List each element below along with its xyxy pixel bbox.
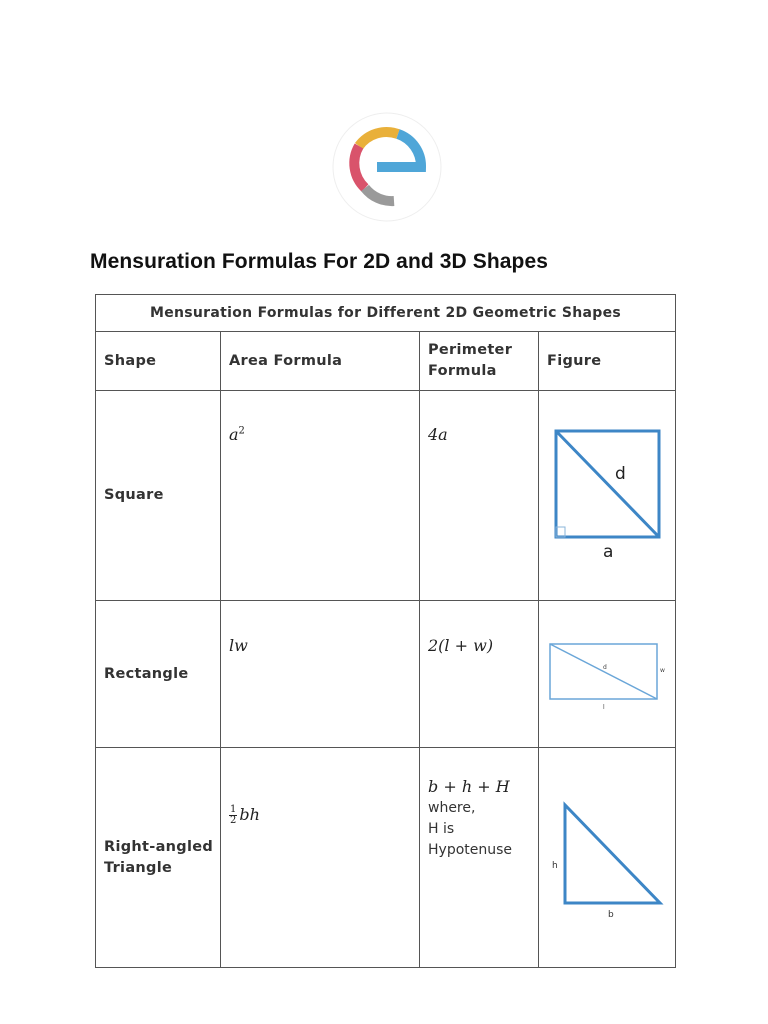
area-fraction — [229, 805, 237, 826]
perimeter-formula: 4a — [428, 425, 448, 444]
page-title: Mensuration Formulas For 2D and 3D Shapes — [90, 250, 549, 273]
perimeter-cell — [420, 748, 539, 968]
table-header-row — [96, 332, 676, 391]
table-row — [96, 601, 676, 748]
figure-cell — [539, 391, 676, 601]
area-exponent: 2 — [238, 425, 245, 437]
perimeter-note-line-2: H is — [428, 821, 455, 837]
shape-name: Square — [104, 487, 164, 503]
rectangle-figure — [539, 634, 676, 714]
company-logo — [332, 112, 442, 222]
shape-name: Rectangle — [104, 665, 189, 682]
perimeter-formula: 2(l + w) — [428, 636, 494, 655]
area-formula: lw — [229, 636, 248, 655]
shape-cell — [96, 601, 221, 748]
table-caption: Mensuration Formulas for Different 2D Geometric Shapes — [96, 295, 676, 332]
area-formula — [229, 805, 260, 824]
triangle-base-label: b — [608, 909, 614, 920]
area-fraction-denominator: 2 — [230, 815, 237, 826]
perimeter-cell — [420, 601, 539, 748]
perimeter-note-line-3: Hypotenuse — [428, 842, 513, 858]
header-perimeter-label: Perimeter Formula — [428, 342, 513, 379]
area-cell — [221, 601, 420, 748]
formula-table — [95, 294, 676, 968]
area-variables: bh — [239, 805, 260, 824]
shape-name-line-1: Right-angled — [104, 838, 214, 855]
header-area: Area Formula — [221, 332, 420, 391]
square-figure — [539, 421, 676, 571]
area-base: a — [229, 425, 239, 444]
shape-name-line-2: Triangle — [104, 859, 173, 876]
square-side-label: a — [603, 541, 614, 562]
header-perimeter — [420, 332, 539, 391]
figure-cell — [539, 748, 676, 968]
triangle-figure — [539, 793, 676, 923]
area-formula — [229, 425, 245, 444]
shape-cell — [96, 748, 221, 968]
figure-cell — [539, 601, 676, 748]
area-fraction-numerator: 1 — [230, 804, 237, 815]
header-shape: Shape — [96, 332, 221, 391]
rectangle-length-label: l — [603, 704, 605, 711]
square-diagonal-label: d — [615, 463, 626, 484]
perimeter-cell — [420, 391, 539, 601]
area-cell — [221, 391, 420, 601]
triangle-height-label: h — [552, 860, 558, 871]
perimeter-formula: b + h + H — [428, 777, 510, 796]
area-cell — [221, 748, 420, 968]
shape-cell — [96, 391, 221, 601]
rectangle-diagonal-label: d — [603, 664, 607, 671]
perimeter-note-line-1: where, — [428, 800, 476, 816]
rectangle-width-label: w — [660, 667, 665, 674]
table-row — [96, 391, 676, 601]
table-row — [96, 748, 676, 968]
header-figure: Figure — [539, 332, 676, 391]
